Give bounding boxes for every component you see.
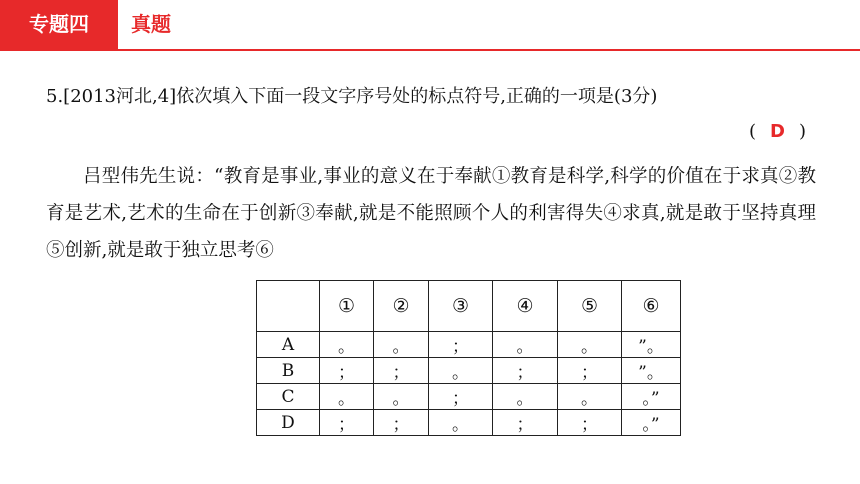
table-cell: 。 bbox=[320, 332, 374, 358]
answer-letter: D bbox=[770, 121, 785, 142]
table-row bbox=[257, 410, 681, 436]
table-cell: 。” bbox=[622, 384, 681, 410]
table-cell: 。 bbox=[493, 384, 558, 410]
answer-close-paren: ) bbox=[798, 121, 806, 142]
table-row bbox=[257, 384, 681, 410]
table-cell: 。 bbox=[429, 358, 493, 384]
table-cell: ； bbox=[429, 384, 493, 410]
table-cell: ； bbox=[558, 410, 622, 436]
table-cell: 。 bbox=[374, 332, 429, 358]
header-cell: ③ bbox=[429, 281, 493, 332]
table-cell: 。 bbox=[374, 384, 429, 410]
table-row bbox=[257, 358, 681, 384]
answer-box bbox=[749, 121, 806, 142]
table-cell: 。 bbox=[320, 384, 374, 410]
header-cell: ⑥ bbox=[622, 281, 681, 332]
answer-open-paren: ( bbox=[748, 121, 757, 142]
header-cell bbox=[257, 281, 320, 332]
question-stem: 5.[2013河北,4]依次填入下面一段文字序号处的标点符号,正确的一项是(3分) bbox=[46, 86, 658, 107]
table-cell: ； bbox=[429, 332, 493, 358]
table-cell: ； bbox=[374, 358, 429, 384]
header-cell: ② bbox=[374, 281, 429, 332]
divider bbox=[118, 0, 120, 49]
table-cell: A bbox=[257, 332, 320, 358]
table-cell: ”。 bbox=[622, 358, 681, 384]
table-cell: 。 bbox=[558, 332, 622, 358]
passage-text: 吕型伟先生说：“教育是事业,事业的意义在于奉献①教育是科学,科学的价值在于求真②教育是艺术,艺术的生命在于创新③奉献,就是不能照顾个人的利害得失④求真,就是敢于坚持真理⑤创新,就是敢于独立思考⑥ bbox=[46, 166, 816, 261]
table-cell: ； bbox=[320, 410, 374, 436]
options-table bbox=[256, 280, 681, 436]
header-cell: ⑤ bbox=[558, 281, 622, 332]
table-cell: 。 bbox=[493, 332, 558, 358]
page-title: 真题 bbox=[131, 12, 171, 36]
header-cell: ④ bbox=[493, 281, 558, 332]
table-cell: 。” bbox=[622, 410, 681, 436]
topic-tag: 专题四 bbox=[0, 0, 118, 49]
table-row bbox=[257, 332, 681, 358]
table-cell: ”。 bbox=[622, 332, 681, 358]
table-cell: ； bbox=[493, 358, 558, 384]
table-cell: ； bbox=[320, 358, 374, 384]
table-cell: 。 bbox=[558, 384, 622, 410]
table-cell: D bbox=[257, 410, 320, 436]
table-cell: ； bbox=[493, 410, 558, 436]
table-cell: B bbox=[257, 358, 320, 384]
table-header-row bbox=[257, 281, 681, 332]
table-cell: C bbox=[257, 384, 320, 410]
table-cell: ； bbox=[558, 358, 622, 384]
table-cell: ； bbox=[374, 410, 429, 436]
header-bar bbox=[0, 0, 860, 51]
header-cell: ① bbox=[320, 281, 374, 332]
table-cell: 。 bbox=[429, 410, 493, 436]
